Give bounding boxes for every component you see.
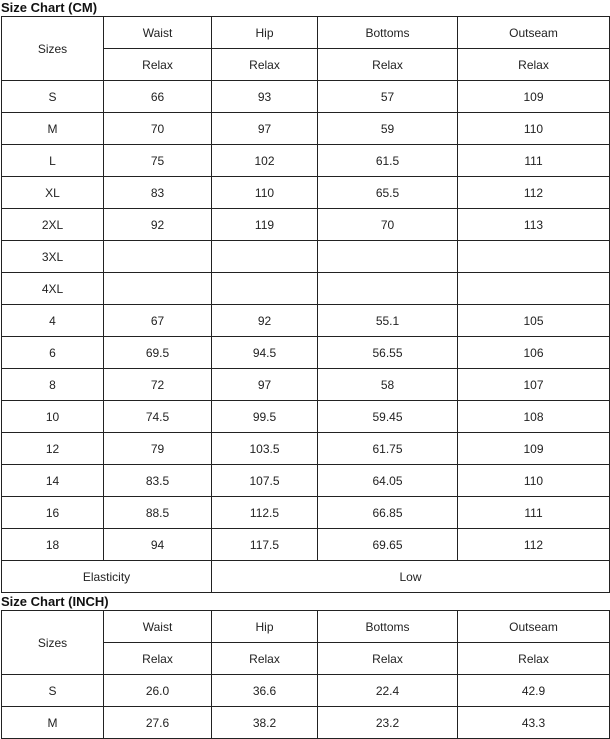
- measurement-cell: 58: [318, 369, 458, 401]
- size-label: L: [2, 145, 104, 177]
- fit-subheader: Relax: [458, 643, 610, 675]
- measurement-cell: 117.5: [212, 529, 318, 561]
- measurement-cell: 56.55: [318, 337, 458, 369]
- header-row: [2, 17, 610, 49]
- measurement-cell: 92: [212, 305, 318, 337]
- table-row: [2, 273, 610, 305]
- size-label: M: [2, 707, 104, 739]
- size-label: S: [2, 675, 104, 707]
- table-row: [2, 369, 610, 401]
- cm-chart-title: Size Chart (CM): [1, 0, 98, 15]
- fit-subheader: Relax: [104, 49, 212, 81]
- measurement-cell: 111: [458, 145, 610, 177]
- sizes-header: Sizes: [2, 611, 104, 675]
- measurement-cell: 107.5: [212, 465, 318, 497]
- table-row: [2, 465, 610, 497]
- column-header: Waist: [104, 611, 212, 643]
- measurement-cell: 109: [458, 81, 610, 113]
- fit-subheader: Relax: [318, 49, 458, 81]
- measurement-cell: 36.6: [212, 675, 318, 707]
- measurement-cell: 108: [458, 401, 610, 433]
- measurement-cell: 94: [104, 529, 212, 561]
- fit-subheader: Relax: [212, 49, 318, 81]
- measurement-cell: 43.3: [458, 707, 610, 739]
- measurement-cell: 110: [458, 465, 610, 497]
- elasticity-value: Low: [212, 561, 610, 593]
- measurement-cell: 57: [318, 81, 458, 113]
- measurement-cell: 97: [212, 113, 318, 145]
- table-row: [2, 241, 610, 273]
- measurement-cell: [458, 273, 610, 305]
- measurement-cell: 112.5: [212, 497, 318, 529]
- measurement-cell: 59: [318, 113, 458, 145]
- size-label: 2XL: [2, 209, 104, 241]
- inch-size-table: [1, 610, 610, 739]
- measurement-cell: 83: [104, 177, 212, 209]
- size-label: 14: [2, 465, 104, 497]
- measurement-cell: 61.5: [318, 145, 458, 177]
- size-label: 16: [2, 497, 104, 529]
- measurement-cell: 27.6: [104, 707, 212, 739]
- measurement-cell: [458, 241, 610, 273]
- table-row: [2, 209, 610, 241]
- measurement-cell: 102: [212, 145, 318, 177]
- measurement-cell: 106: [458, 337, 610, 369]
- table-row: [2, 707, 610, 739]
- table-row: [2, 305, 610, 337]
- measurement-cell: 64.05: [318, 465, 458, 497]
- measurement-cell: 109: [458, 433, 610, 465]
- measurement-cell: 61.75: [318, 433, 458, 465]
- measurement-cell: [318, 241, 458, 273]
- table-row: [2, 145, 610, 177]
- size-label: 6: [2, 337, 104, 369]
- measurement-cell: 66.85: [318, 497, 458, 529]
- measurement-cell: 65.5: [318, 177, 458, 209]
- measurement-cell: 69.5: [104, 337, 212, 369]
- table-row: [2, 433, 610, 465]
- size-label: M: [2, 113, 104, 145]
- measurement-cell: 92: [104, 209, 212, 241]
- table-row: [2, 337, 610, 369]
- table-row: [2, 529, 610, 561]
- size-label: 18: [2, 529, 104, 561]
- measurement-cell: 55.1: [318, 305, 458, 337]
- table-row: [2, 81, 610, 113]
- fit-subheader: Relax: [104, 643, 212, 675]
- measurement-cell: 75: [104, 145, 212, 177]
- table-row: [2, 401, 610, 433]
- measurement-cell: 112: [458, 529, 610, 561]
- measurement-cell: 110: [212, 177, 318, 209]
- measurement-cell: [104, 273, 212, 305]
- measurement-cell: 94.5: [212, 337, 318, 369]
- fit-subheader: Relax: [458, 49, 610, 81]
- size-label: 8: [2, 369, 104, 401]
- size-label: 12: [2, 433, 104, 465]
- measurement-cell: [212, 273, 318, 305]
- measurement-cell: [104, 241, 212, 273]
- column-header: Outseam: [458, 611, 610, 643]
- column-header: Bottoms: [318, 611, 458, 643]
- header-row: [2, 611, 610, 643]
- sizes-header: Sizes: [2, 17, 104, 81]
- measurement-cell: 74.5: [104, 401, 212, 433]
- measurement-cell: 72: [104, 369, 212, 401]
- size-label: XL: [2, 177, 104, 209]
- measurement-cell: 26.0: [104, 675, 212, 707]
- table-row: [2, 675, 610, 707]
- measurement-cell: 110: [458, 113, 610, 145]
- measurement-cell: 99.5: [212, 401, 318, 433]
- measurement-cell: 83.5: [104, 465, 212, 497]
- measurement-cell: 103.5: [212, 433, 318, 465]
- measurement-cell: 59.45: [318, 401, 458, 433]
- column-header: Outseam: [458, 17, 610, 49]
- measurement-cell: 79: [104, 433, 212, 465]
- size-label: S: [2, 81, 104, 113]
- measurement-cell: 70: [104, 113, 212, 145]
- fit-subheader: Relax: [318, 643, 458, 675]
- cm-size-table: [1, 16, 610, 593]
- table-row: [2, 113, 610, 145]
- column-header: Bottoms: [318, 17, 458, 49]
- measurement-cell: 97: [212, 369, 318, 401]
- inch-chart-title: Size Chart (INCH): [1, 594, 109, 609]
- column-header: Hip: [212, 611, 318, 643]
- measurement-cell: 66: [104, 81, 212, 113]
- measurement-cell: [212, 241, 318, 273]
- size-label: 10: [2, 401, 104, 433]
- table-row: [2, 177, 610, 209]
- table-row: [2, 497, 610, 529]
- measurement-cell: 67: [104, 305, 212, 337]
- elasticity-row: [2, 561, 610, 593]
- measurement-cell: [318, 273, 458, 305]
- measurement-cell: 70: [318, 209, 458, 241]
- column-header: Waist: [104, 17, 212, 49]
- measurement-cell: 38.2: [212, 707, 318, 739]
- size-label: 4XL: [2, 273, 104, 305]
- measurement-cell: 113: [458, 209, 610, 241]
- measurement-cell: 23.2: [318, 707, 458, 739]
- measurement-cell: 105: [458, 305, 610, 337]
- measurement-cell: 88.5: [104, 497, 212, 529]
- elasticity-label: Elasticity: [2, 561, 212, 593]
- measurement-cell: 42.9: [458, 675, 610, 707]
- measurement-cell: 22.4: [318, 675, 458, 707]
- size-label: 3XL: [2, 241, 104, 273]
- column-header: Hip: [212, 17, 318, 49]
- measurement-cell: 69.65: [318, 529, 458, 561]
- measurement-cell: 93: [212, 81, 318, 113]
- fit-subheader: Relax: [212, 643, 318, 675]
- measurement-cell: 112: [458, 177, 610, 209]
- size-label: 4: [2, 305, 104, 337]
- measurement-cell: 119: [212, 209, 318, 241]
- measurement-cell: 111: [458, 497, 610, 529]
- measurement-cell: 107: [458, 369, 610, 401]
